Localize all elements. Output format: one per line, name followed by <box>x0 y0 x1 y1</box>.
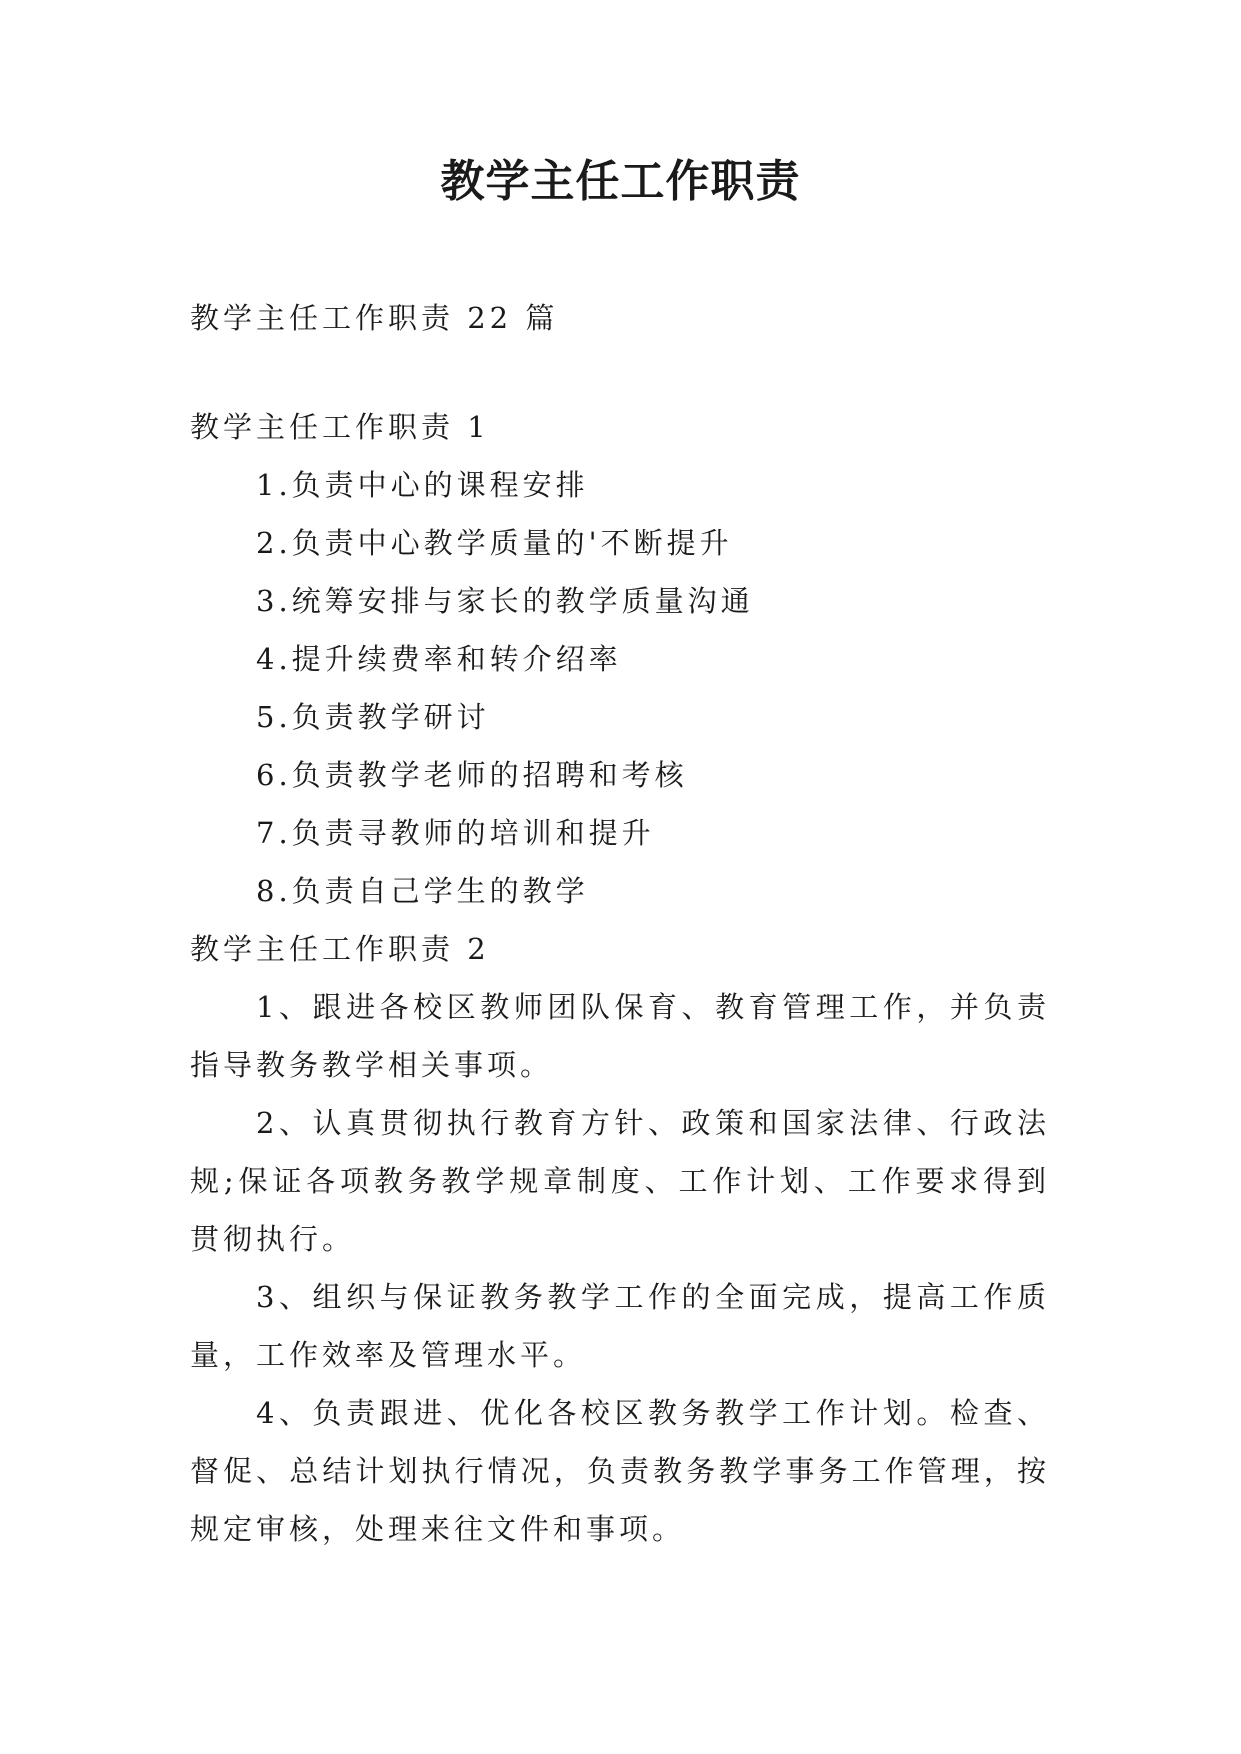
document-title: 教学主任工作职责 <box>440 156 801 207</box>
duty-paragraphs-2 <box>190 978 1050 1558</box>
section-heading-2: 教学主任工作职责 2 <box>190 932 490 966</box>
section-heading-1: 教学主任工作职责 1 <box>190 410 490 444</box>
list-item: 4.提升续费率和转介绍率 <box>256 642 622 676</box>
paragraph: 1、跟进各校区教师团队保育、教育管理工作，并负责指导教务教学相关事项。 <box>190 990 1050 1082</box>
paragraph: 4、负责跟进、优化各校区教务教学工作计划。检查、督促、总结计划执行情况，负责教务教学事务工作管理，按规定审核，处理来往文件和事项。 <box>190 1396 1050 1546</box>
list-item: 7.负责寻教师的培训和提升 <box>256 816 655 850</box>
document-body <box>190 288 1050 1558</box>
list-item: 2.负责中心教学质量的'不断提升 <box>256 526 733 560</box>
list-item: 8.负责自己学生的教学 <box>256 874 589 908</box>
paragraph: 3、组织与保证教务教学工作的全面完成，提高工作质量，工作效率及管理水平。 <box>190 1280 1050 1372</box>
list-item: 5.负责教学研讨 <box>256 700 490 734</box>
duty-list-1 <box>190 456 1050 920</box>
list-item: 6.负责教学老师的招聘和考核 <box>256 758 688 792</box>
list-item: 3.统筹安排与家长的教学质量沟通 <box>256 584 754 618</box>
document-subtitle: 教学主任工作职责 22 篇 <box>190 301 559 335</box>
list-item: 1.负责中心的课程安排 <box>256 468 589 502</box>
paragraph: 2、认真贯彻执行教育方针、政策和国家法律、行政法规;保证各项教务教学规章制度、工作计划、工作要求得到贯彻执行。 <box>190 1106 1050 1256</box>
